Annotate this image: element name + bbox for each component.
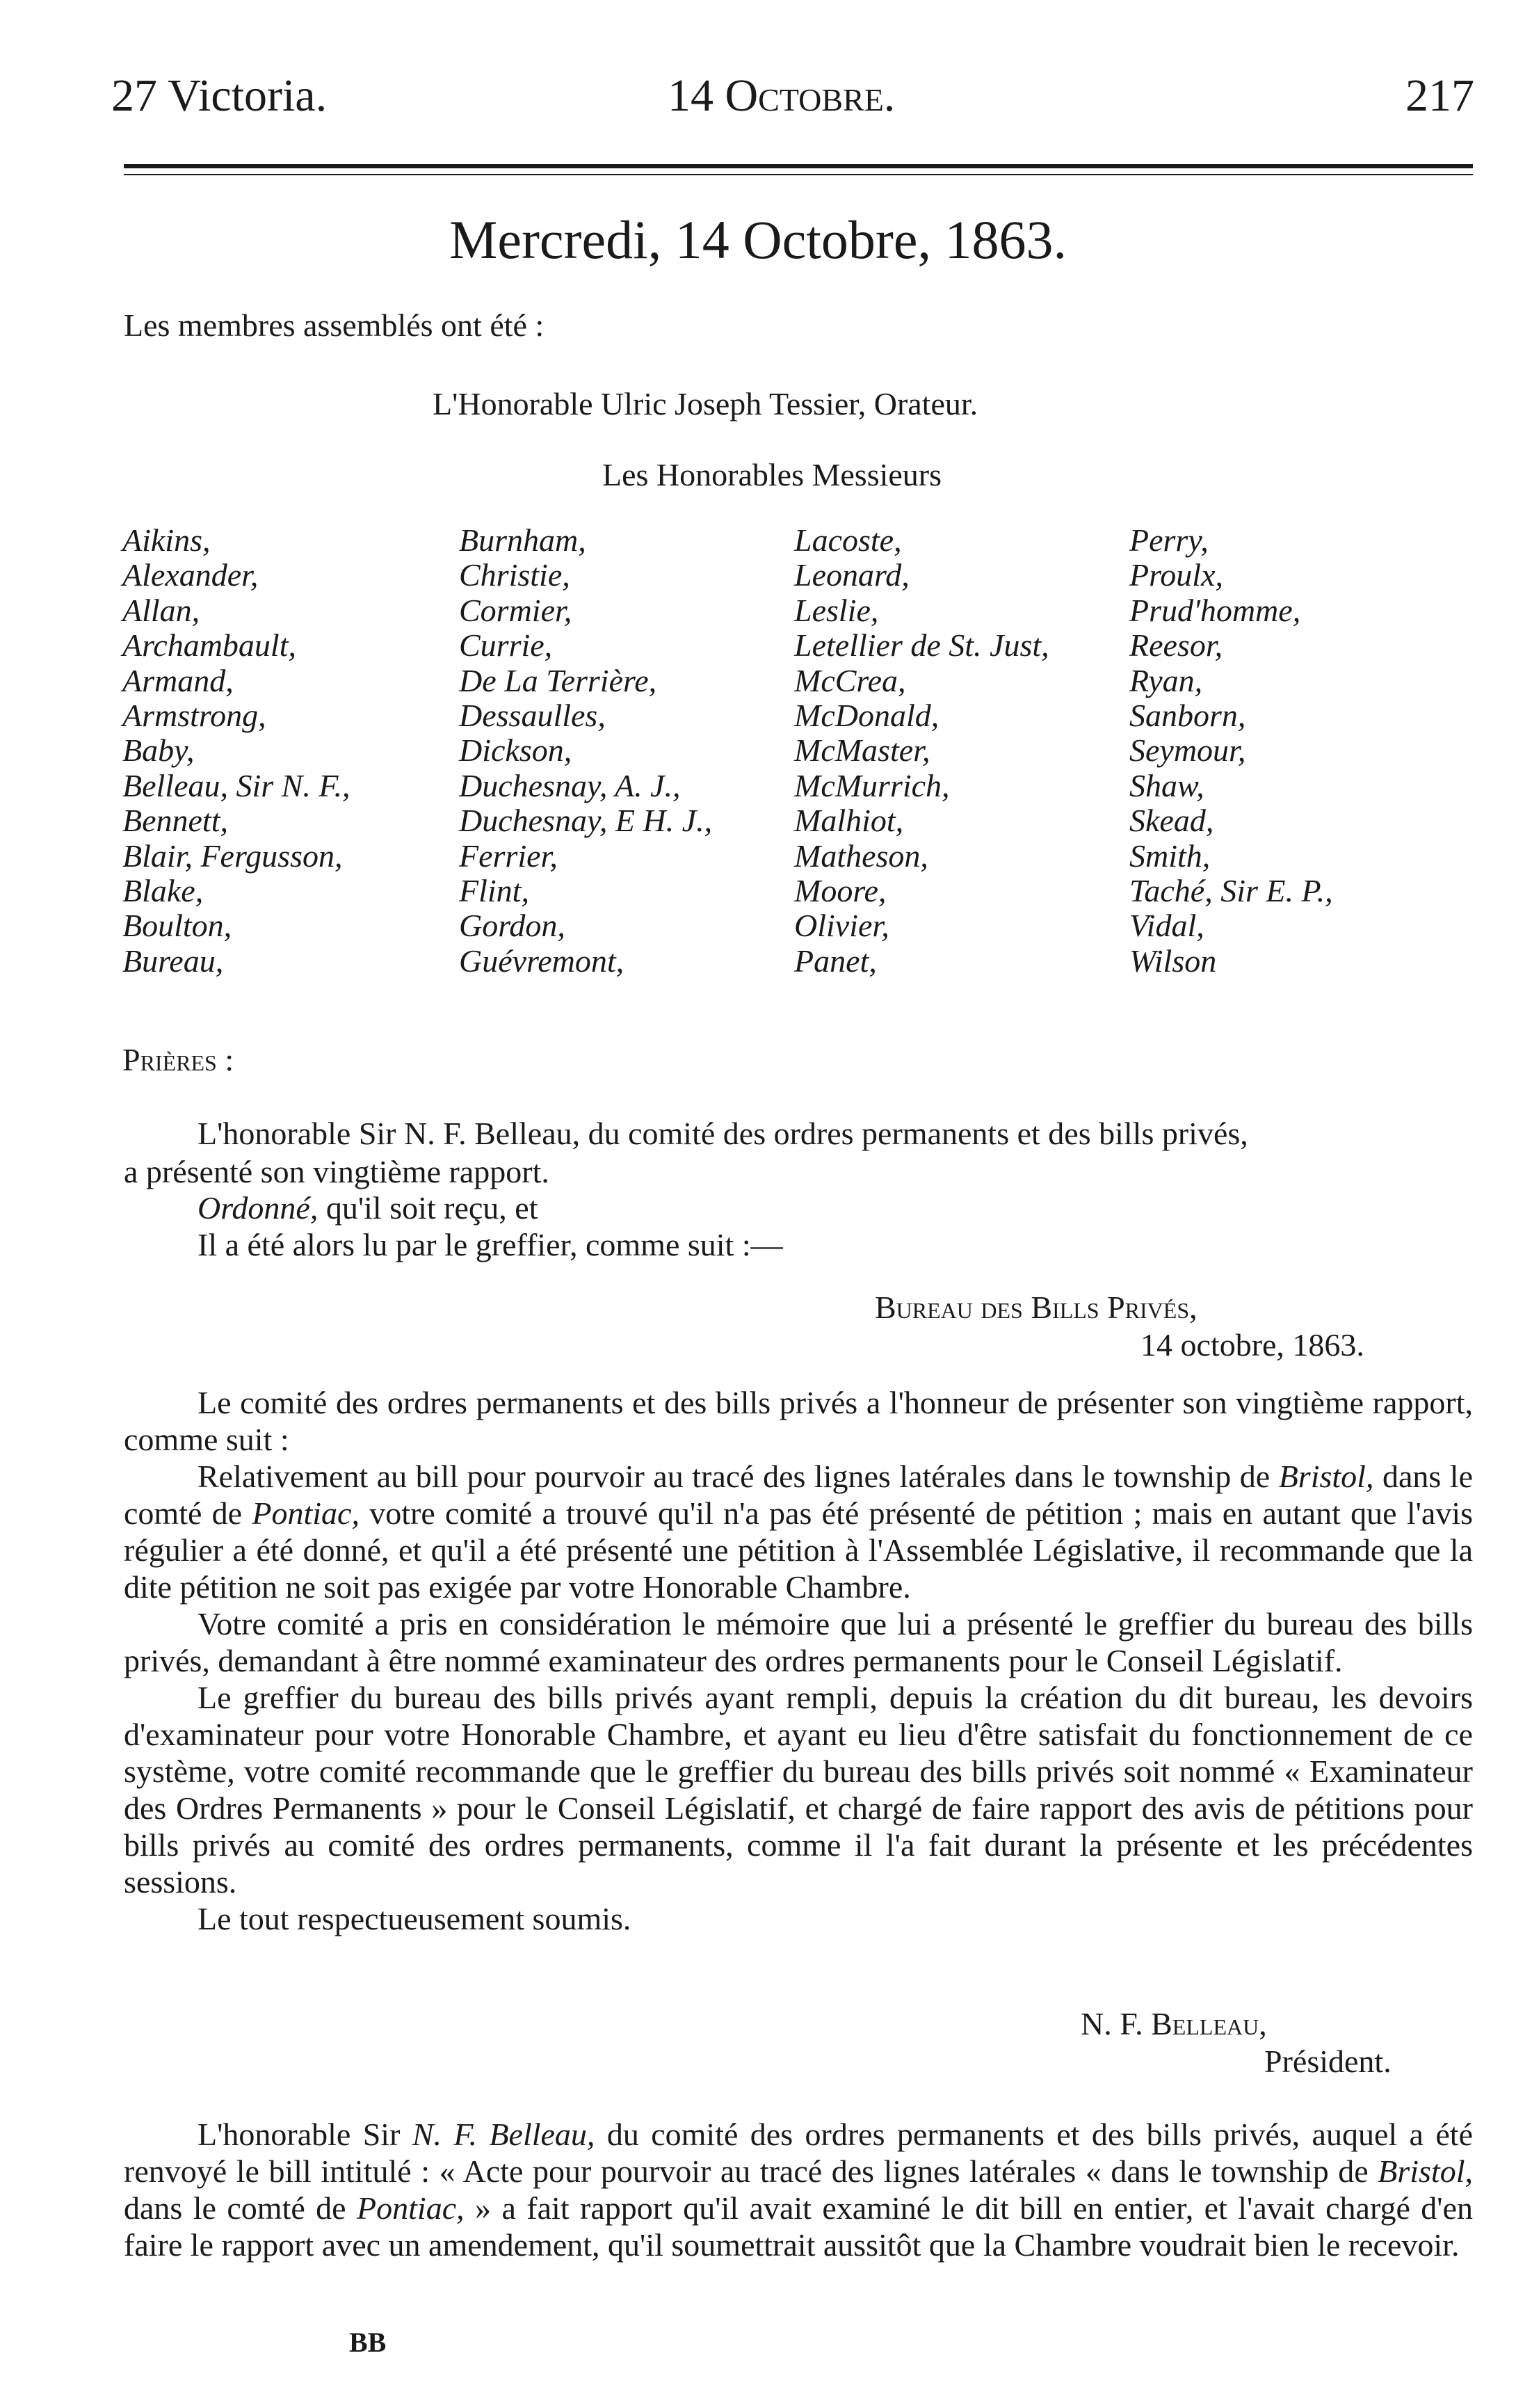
header-rule-thick [124, 164, 1473, 168]
bureau-name: Bureau des Bills Privés, [875, 1290, 1198, 1325]
members-column-4 [1129, 523, 1333, 979]
report-paragraph-4: Le greffier du bureau des bills privés ayant rempli, depuis la création du dit bureau, les devoirs d'examinateur pour votre Honorable Chambre, et ayant eu lieu d'être satisfait du fonctionnement de ce système, votre comité recommande que le greffier du bureau des bills privés soit nommé « Examinateur des Ordres Permanents » pour le Conseil Législatif, et chargé de faire rapport des avis de pétitions pour bills privés au comité des ordres permanents, comme il l'a fait durant la présente et les précédentes sessions. [124, 1680, 1473, 1900]
member-name: McDonald, [794, 698, 940, 734]
member-name: Seymour, [1129, 732, 1246, 769]
member-name: Guévremont, [459, 942, 624, 979]
member-name: Malhiot, [794, 803, 904, 839]
members-column-1 [122, 523, 350, 979]
running-head [111, 70, 1474, 132]
report-intro-line-4: Il a été alors lu par le greffier, comme suit :— [197, 1227, 783, 1262]
name-belleau: N. F. Belleau, [412, 2117, 595, 2152]
report-paragraph-5: Le tout respectueusement soumis. [197, 1901, 631, 1936]
member-name: Armand, [122, 662, 234, 698]
member-name: Belleau, Sir N. F., [122, 767, 350, 803]
date-heading: Mercredi, 14 Octobre, 1863. [449, 209, 1067, 270]
member-name: Bureau, [122, 942, 224, 979]
final-paragraph [124, 2116, 1473, 2263]
member-name: Matheson, [794, 837, 928, 874]
member-name: Smith, [1129, 837, 1211, 874]
member-name: Vidal, [1129, 908, 1204, 944]
speaker-line: L'Honorable Ulric Joseph Tessier, Orateur. [433, 386, 978, 422]
header-date: 14 Octobre. [668, 70, 896, 121]
member-name: Leslie, [794, 592, 879, 628]
bureau-date: 14 octobre, 1863. [1140, 1327, 1364, 1363]
member-name: Archambault, [122, 627, 296, 664]
ordonne-line [197, 1189, 538, 1227]
member-name: Cormier, [459, 592, 572, 628]
member-name: Dickson, [459, 732, 572, 769]
place-bristol: Bristol, [1278, 1459, 1374, 1494]
member-name: Moore, [794, 873, 887, 909]
assembled-intro: Les membres assemblés ont été : [124, 307, 545, 343]
member-name: Alexander, [122, 557, 259, 593]
member-name: Boulton, [122, 908, 232, 944]
members-column-2 [459, 523, 712, 979]
regnal-year: 27 Victoria. [111, 70, 328, 121]
report-intro-line-1: L'honorable Sir N. F. Belleau, du comité des ordres permanents et des bills privés, [197, 1116, 1248, 1151]
member-name: McMurrich, [794, 767, 950, 803]
report-paragraph-1: Le comité des ordres permanents et des bills privés a l'honneur de présenter son vingtième rapport, comme suit : [124, 1385, 1473, 1457]
member-name: Baby, [122, 732, 195, 769]
member-name: Proulx, [1129, 557, 1223, 593]
member-name: Blair, Fergusson, [122, 837, 343, 874]
member-name: McCrea, [794, 662, 906, 698]
report-intro-line-2: a présenté son vingtième rapport. [124, 1154, 549, 1189]
member-name: Ferrier, [459, 837, 558, 874]
member-name: De La Terrière, [459, 662, 657, 698]
prieres-label: Prières : [122, 1042, 234, 1077]
member-name: Currie, [459, 627, 553, 664]
header-rule-thin [124, 174, 1473, 175]
member-name: Blake, [122, 873, 204, 909]
member-name: Leonard, [794, 557, 910, 593]
member-name: Bennett, [122, 803, 228, 839]
member-name: Panet, [794, 942, 877, 979]
report-paragraph-3: Votre comité a pris en considération le mémoire que lui a présenté le greffier du bureau des bills privés, demandant à être nommé examinateur des ordres permanents pour le Conseil Législatif. [124, 1606, 1473, 1678]
member-name: Olivier, [794, 908, 889, 944]
member-name: McMaster, [794, 732, 930, 769]
member-name: Ryan, [1129, 662, 1203, 698]
member-name: Perry, [1129, 522, 1209, 558]
signature-title: Président. [1264, 2044, 1392, 2079]
place-bristol-2: Bristol, [1378, 2153, 1473, 2189]
place-pontiac-2: Pontiac, [357, 2190, 465, 2226]
page-number: 217 [1405, 70, 1474, 121]
member-name: Wilson [1129, 942, 1217, 979]
member-name: Allan, [122, 592, 200, 628]
signature-name: N. F. Belleau, [1081, 2006, 1267, 2041]
member-name: Lacoste, [794, 522, 902, 558]
member-name: Duchesnay, E H. J., [459, 803, 713, 839]
report-paragraph-2: Relativement au bill pour pourvoir au tracé des lignes latérales dans le township de Bristol, dans le comté de Pontiac, votre comité a trouvé qu'il n'a pas été présenté de pétition ; mais en autant que l'avis régulier a été donné, et qu'il a été présenté une pétition à l'Assemblée Législative, il recommande que la dite pétition ne soit pas exigée par votre Honorable Chambre. [124, 1459, 1474, 1605]
member-name: Taché, Sir E. P., [1129, 873, 1333, 909]
member-name: Reesor, [1129, 627, 1223, 664]
member-name: Burnham, [459, 522, 586, 558]
member-name: Sanborn, [1129, 698, 1246, 734]
member-name: Gordon, [459, 908, 565, 944]
member-name: Letellier de St. Just, [794, 627, 1049, 664]
ordonne-rest: qu'il soit reçu, et [318, 1190, 538, 1226]
member-name: Prud'homme, [1129, 592, 1301, 628]
honorables-heading: Les Honorables Messieurs [602, 457, 942, 492]
member-name: Christie, [459, 557, 570, 593]
member-name: Flint, [459, 873, 529, 909]
ordonne-word: Ordonné, [197, 1190, 318, 1226]
member-name: Dessaulles, [459, 698, 606, 734]
member-name: Aikins, [122, 522, 211, 558]
final-paragraph-text: L'honorable Sir N. F. Belleau, du comité des ordres permanents et des bills privés, auquel a été renvoyé le bill intitulé : « Acte pour pourvoir au tracé des lignes latérales « dans le township de Bristol, dans le comté de Pontiac, » a fait rapport qu'il avait examiné le dit bill en entier, et l'avait chargé d'en faire le rapport avec un amendement, qu'il soumettrait aussitôt que la Chambre voudrait bien le recevoir. [124, 2117, 1474, 2263]
signature-mark: BB [349, 2327, 387, 2358]
place-pontiac: Pontiac, [252, 1495, 360, 1531]
members-column-3 [794, 523, 1049, 979]
report-body [124, 1384, 1473, 1937]
member-name: Skead, [1129, 803, 1214, 839]
member-name: Shaw, [1129, 767, 1204, 803]
member-name: Armstrong, [122, 698, 266, 734]
member-name: Duchesnay, A. J., [459, 767, 681, 803]
